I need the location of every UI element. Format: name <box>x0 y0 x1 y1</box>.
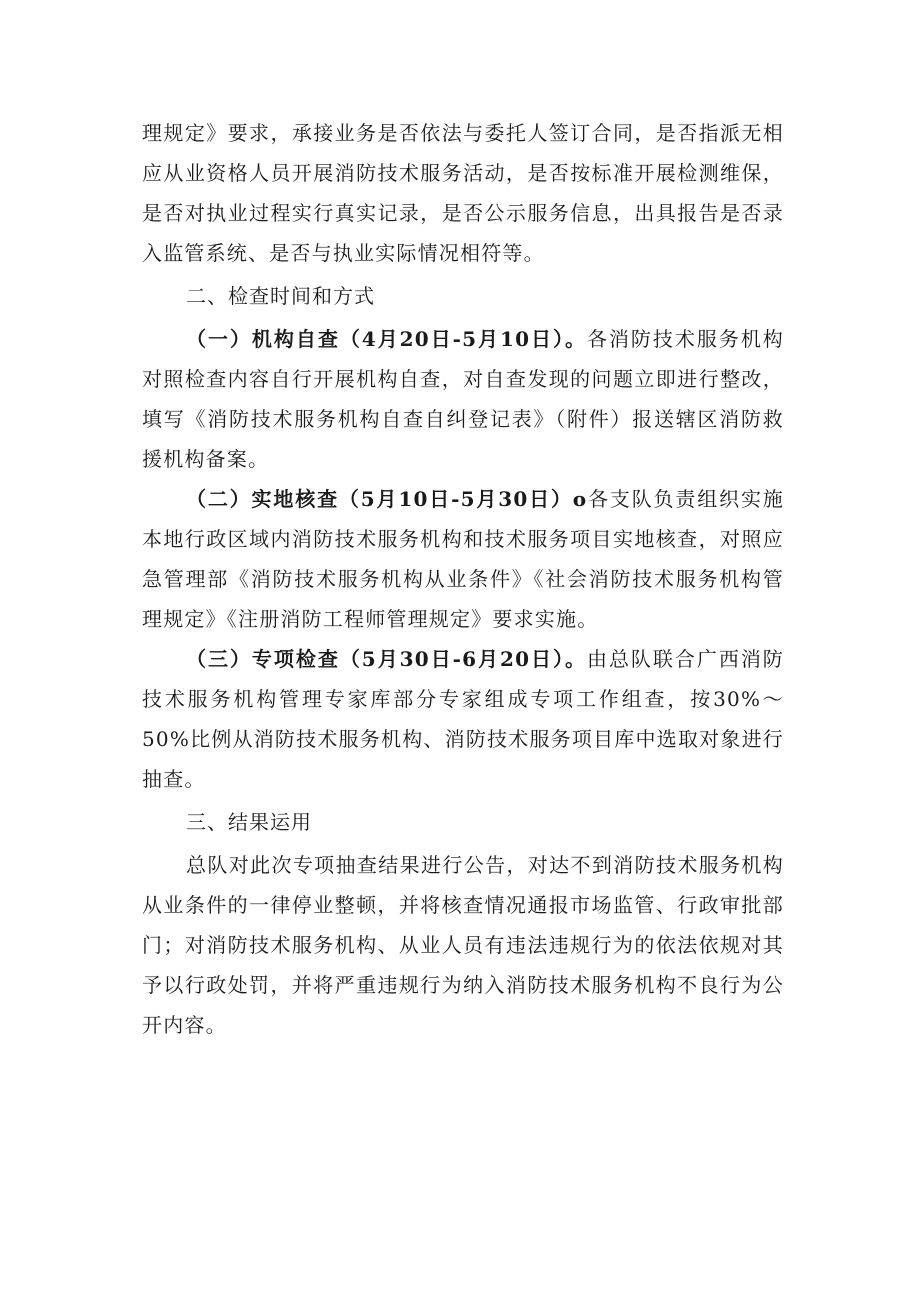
item-lead-special-inspection: （三）专项检查（5月30日-6月20日）。 <box>186 647 587 671</box>
paragraph-self-inspection <box>142 319 784 479</box>
paragraph-text: 理规定》要求，承接业务是否依法与委托人签订合同，是否指派无相应从业资格人员开展消防技术服务活动，是否按标准开展检测维保，是否对执业过程实行真实记录，是否公示服务信息，出具报告是否录入监管系统、是否与执业实际情况相符等。 <box>142 121 784 265</box>
paragraph-result-application <box>142 845 784 1045</box>
item-lead-self-inspection: （一）机构自查（4月20日-5月10日）。 <box>186 327 587 351</box>
paragraph-requirements-continued <box>142 113 784 273</box>
paragraph-text: 总队对此次专项抽查结果进行公告，对达不到消防技术服务机构从业条件的一律停业整顿，并将核查情况通报市场监管、行政审批部门；对消防技术服务机构、从业人员有违法违规行为的依法依规对其予以行政处罚，并将严重违规行为纳入消防技术服务机构不良行为公开内容。 <box>142 853 784 1037</box>
section-heading-inspection-time-method: 二、检查时间和方式 <box>186 284 375 308</box>
document-page <box>142 113 784 1045</box>
paragraph-special-inspection <box>142 639 784 799</box>
item-text-special-inspection: 由总队联合广西消防技术服务机构管理专家库部分专家组成专项工作组查，按30%～50%比例从消防技术服务机构、消防技术服务项目库中选取对象进行抽查。 <box>142 647 784 791</box>
section-heading-result-application: 三、结果运用 <box>186 810 312 834</box>
paragraph-onsite-verification <box>142 479 784 639</box>
item-lead-onsite-verification: （二）实地核查（5月10日-5月30日）o <box>186 487 588 511</box>
item-text-self-inspection: 各消防技术服务机构对照检查内容自行开展机构自查，对自查发现的问题立即进行整改，填写《消防技术服务机构自查自纠登记表》（附件）报送辖区消防救援机构备案。 <box>142 327 784 471</box>
item-text-onsite-verification: 各支队负责组织实施本地行政区域内消防技术服务机构和技术服务项目实地核查，对照应急管理部《消防技术服务机构从业条件》《社会消防技术服务机构管理规定》《注册消防工程师管理规定》要求实施。 <box>142 487 784 631</box>
